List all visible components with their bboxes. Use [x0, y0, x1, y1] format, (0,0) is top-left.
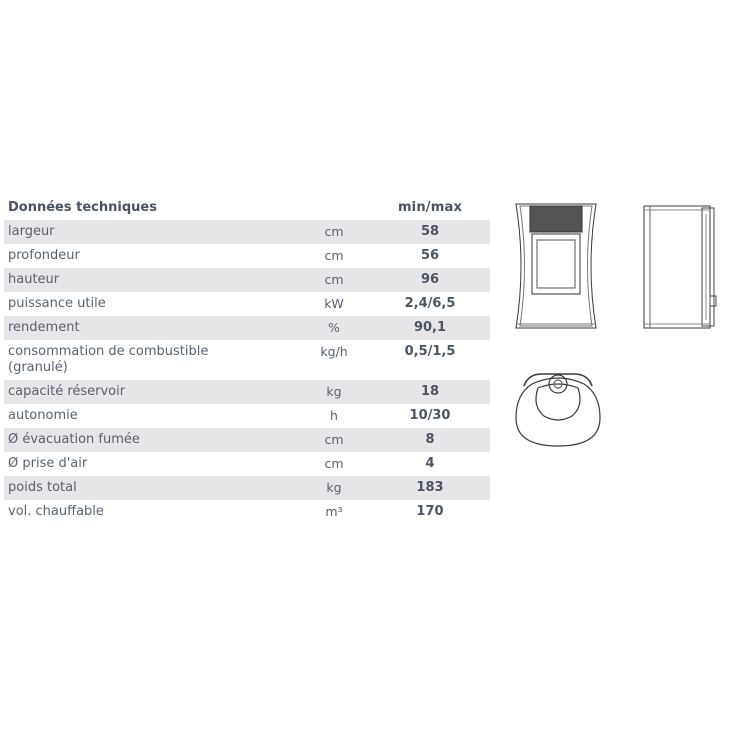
row-unit: cm	[324, 456, 344, 471]
row-label: capacité réservoir	[8, 384, 126, 399]
row-unit: kg	[326, 384, 342, 399]
spec-table	[4, 196, 490, 524]
table-row	[4, 404, 490, 428]
table-row	[4, 220, 490, 244]
row-value: 8	[425, 432, 435, 447]
front-glass	[537, 240, 575, 288]
row-label: rendement	[8, 320, 80, 335]
row-value: 4	[425, 456, 435, 471]
row-value: 0,5/1,5	[404, 344, 456, 359]
row-value: 56	[420, 248, 440, 263]
row-label-line1: consommation de combustible	[8, 344, 209, 359]
row-label: Ø évacuation fumée	[8, 432, 140, 447]
row-label: vol. chauffable	[8, 504, 104, 519]
row-label-line2: (granulé)	[8, 360, 68, 375]
table-header	[4, 196, 490, 220]
stove-side-view	[640, 200, 720, 332]
top-hopper	[536, 384, 580, 420]
row-unit: cm	[324, 224, 344, 239]
row-label: profondeur	[8, 248, 80, 263]
row-unit: cm	[324, 432, 344, 447]
row-unit: h	[330, 408, 338, 423]
table-row	[4, 476, 490, 500]
table-row	[4, 380, 490, 404]
front-grille	[530, 206, 582, 232]
table-row	[4, 428, 490, 452]
minmax-header: min/max	[397, 200, 463, 215]
front-door	[532, 234, 580, 294]
row-label: autonomie	[8, 408, 78, 423]
row-value: 18	[420, 384, 440, 399]
row-unit: %	[328, 320, 340, 335]
row-label	[8, 344, 228, 376]
row-value: 10/30	[409, 408, 451, 423]
row-value: 170	[416, 504, 444, 519]
row-value: 90,1	[413, 320, 447, 335]
row-unit: cm	[324, 272, 344, 287]
row-label: puissance utile	[8, 296, 106, 311]
side-outline	[644, 206, 710, 328]
row-value: 96	[420, 272, 440, 287]
table-row	[4, 452, 490, 476]
row-value: 2,4/6,5	[404, 296, 456, 311]
row-label: poids total	[8, 480, 77, 495]
table-row	[4, 500, 490, 524]
table-row	[4, 244, 490, 268]
row-value: 183	[416, 480, 444, 495]
row-unit: kW	[324, 296, 344, 311]
row-label: largeur	[8, 224, 55, 239]
row-label: hauteur	[8, 272, 60, 287]
row-unit: kg	[326, 480, 342, 495]
row-unit: m³	[325, 504, 343, 519]
stove-front-view	[510, 200, 602, 332]
table-row	[4, 340, 490, 380]
row-value: 58	[420, 224, 440, 239]
row-unit: cm	[324, 248, 344, 263]
table-row	[4, 316, 490, 340]
side-rear-module	[702, 208, 714, 326]
row-label: Ø prise d'air	[8, 456, 88, 471]
table-row	[4, 268, 490, 292]
stove-top-view	[512, 366, 604, 450]
side-flue	[710, 296, 716, 306]
table-row	[4, 292, 490, 316]
row-unit: kg/h	[320, 344, 348, 359]
table-title: Données techniques	[8, 200, 157, 215]
